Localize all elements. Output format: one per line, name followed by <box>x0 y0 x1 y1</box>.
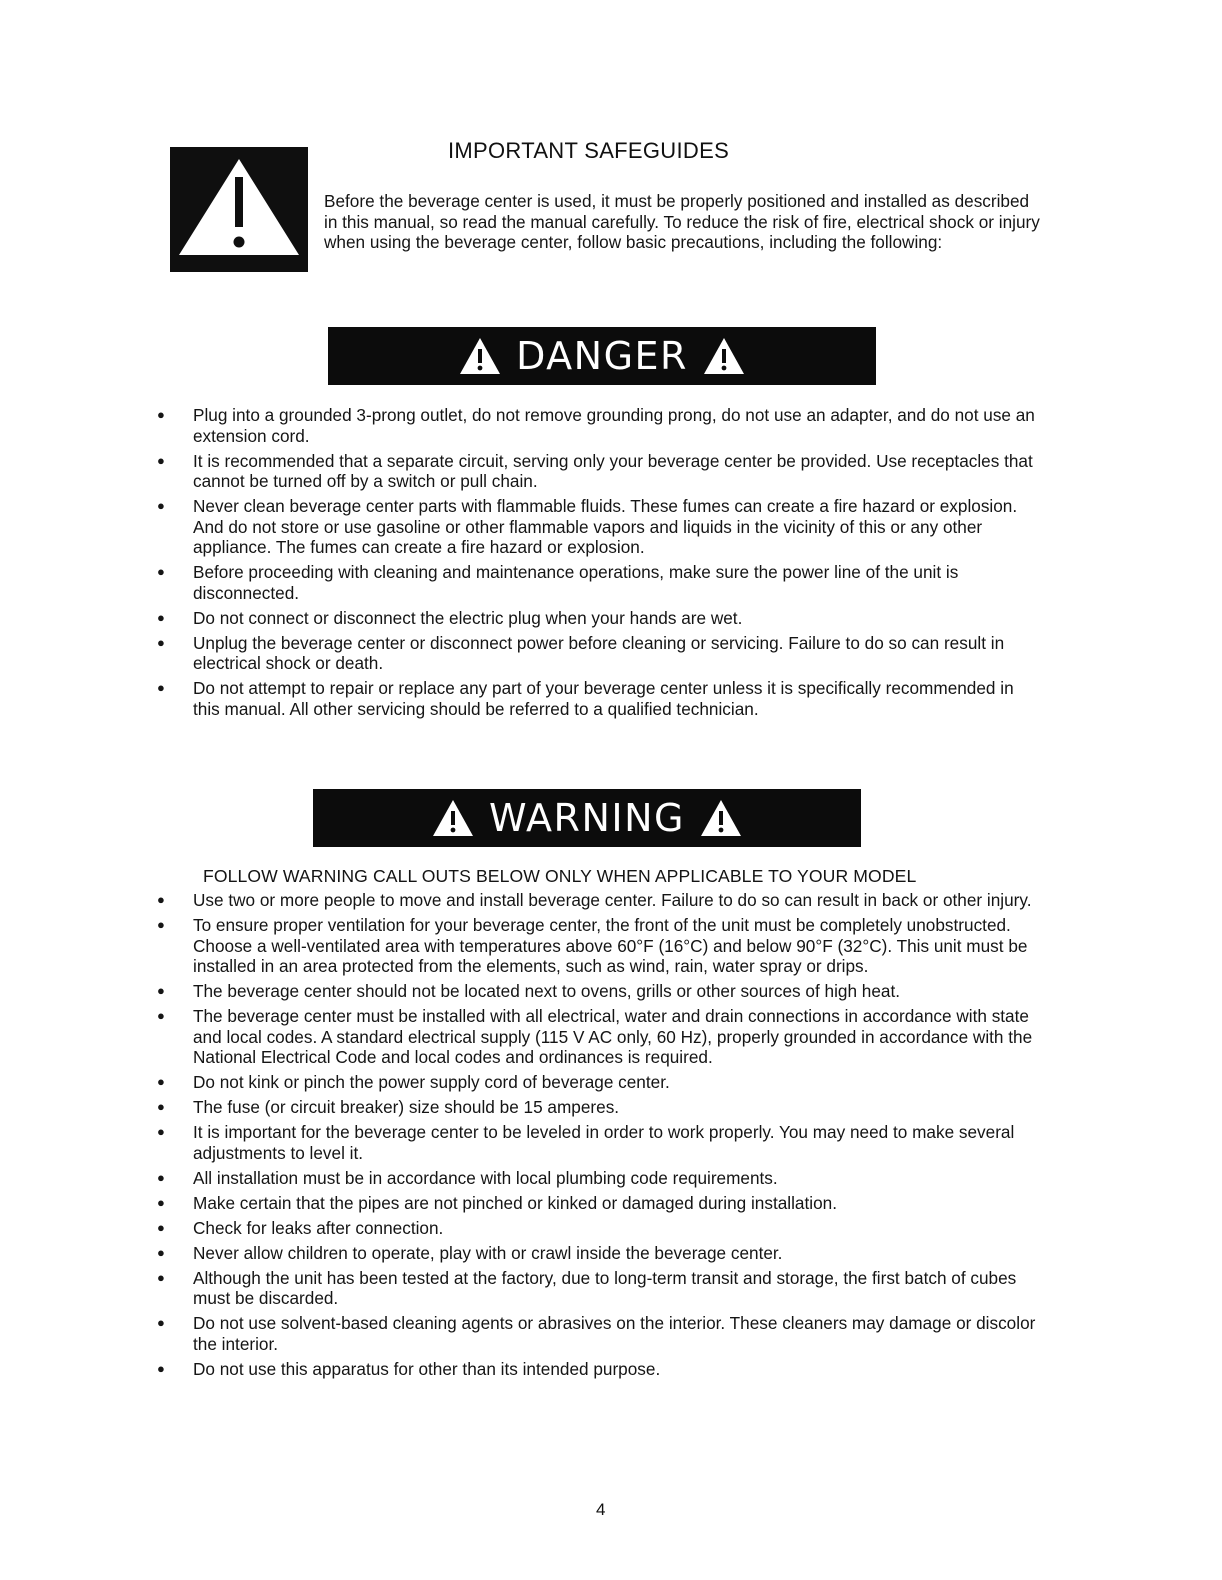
list-item: ● To ensure proper ventilation for your beverage center, the front of the unit must be completely unobstructed. Choose a well-ventilated area with temperatures above 60°F (16°C) and below 90°F (32°C). This unit must be installed in an area protected from the elements, such as wind, rain, water spray or drips. <box>157 915 1028 976</box>
list-item: ● The beverage center should not be located next to ovens, grills or other sources of high heat. <box>157 981 901 1001</box>
page-number: 4 <box>596 1500 606 1519</box>
list-item: ● Make certain that the pipes are not pinched or kinked or damaged during installation. <box>157 1192 837 1213</box>
list-item: ● Plug into a grounded 3-prong outlet, do not remove grounding prong, do not use an adapter, and do not use an extension cord. <box>157 405 1035 446</box>
list-item: ● Never allow children to operate, play with or crawl inside the beverage center. <box>157 1242 783 1263</box>
page-title: IMPORTANT SAFEGUIDES <box>448 138 730 163</box>
list-item: ● The fuse (or circuit breaker) size should be 15 amperes. <box>157 1097 620 1117</box>
warning-triangle-icon <box>170 147 308 272</box>
warning-label: WARNING <box>489 796 685 840</box>
intro-paragraph: Before the beverage center is used, it must be properly positioned and installed as described in this manual, so read the manual carefully. To reduce the risk of fire, electrical shock or injury when using the beverage center, follow basic precautions, including the following: <box>324 191 1040 252</box>
list-item: ● All installation must be in accordance with local plumbing code requirements. <box>157 1167 778 1188</box>
list-item: ● Although the unit has been tested at the factory, due to long-term transit and storage, the first batch of cubes must be discarded. <box>157 1267 1017 1308</box>
warning-banner <box>313 789 861 847</box>
list-item: ● Do not connect or disconnect the electric plug when your hands are wet. <box>157 607 743 628</box>
list-item: ● The beverage center must be installed with all electrical, water and drain connections in accordance with state and local codes. A standard electrical supply (115 V AC only, 60 Hz), properly grounded in accordance with the National Electrical Code and local codes and ordinances is required. <box>157 1006 1033 1067</box>
warning-triangle-icon <box>431 798 475 838</box>
warning-triangle-icon <box>699 798 743 838</box>
list-item: ● Before proceeding with cleaning and maintenance operations, make sure the power line of the unit is disconnected. <box>157 562 959 603</box>
list-item: ● It is important for the beverage center to be leveled in order to work properly. You may need to make several adjustments to level it. <box>157 1122 1015 1163</box>
list-item: ● Do not kink or pinch the power supply cord of beverage center. <box>157 1072 670 1092</box>
warning-callout: FOLLOW WARNING CALL OUTS BELOW ONLY WHEN APPLICABLE TO YOUR MODEL <box>203 866 917 886</box>
danger-banner <box>328 327 876 385</box>
list-item: ● Never clean beverage center parts with flammable fluids. These fumes can create a fire hazard or explosion. And do not store or use gasoline or other flammable vapors and liquids in the vicinity of this or any other appliance. The fumes can create a fire hazard or explosion. <box>157 496 1018 557</box>
list-item: ● Do not attempt to repair or replace any part of your beverage center unless it is specifically recommended in this manual. All other servicing should be referred to a qualified technician. <box>157 678 1014 719</box>
list-item: ● Do not use solvent-based cleaning agents or abrasives on the interior. These cleaners may damage or discolor the interior. <box>157 1313 1036 1354</box>
danger-label: DANGER <box>516 334 688 378</box>
list-item: ● Do not use this apparatus for other than its intended purpose. <box>157 1358 661 1379</box>
list-item: ● Unplug the beverage center or disconnect power before cleaning or servicing. Failure to do so can result in electrical shock or death. <box>157 632 1005 673</box>
list-item: ● Check for leaks after connection. <box>157 1217 444 1238</box>
danger-list <box>0 405 1222 724</box>
list-item: ● Use two or more people to move and install beverage center. Failure to do so can result in back or other injury. <box>157 890 1032 910</box>
warning-triangle-icon <box>702 336 746 376</box>
warning-list <box>0 890 1222 1384</box>
warning-triangle-icon <box>458 336 502 376</box>
list-item: ● It is recommended that a separate circuit, serving only your beverage center be provided. Use receptacles that cannot be turned off by a switch or pull chain. <box>157 450 1033 491</box>
